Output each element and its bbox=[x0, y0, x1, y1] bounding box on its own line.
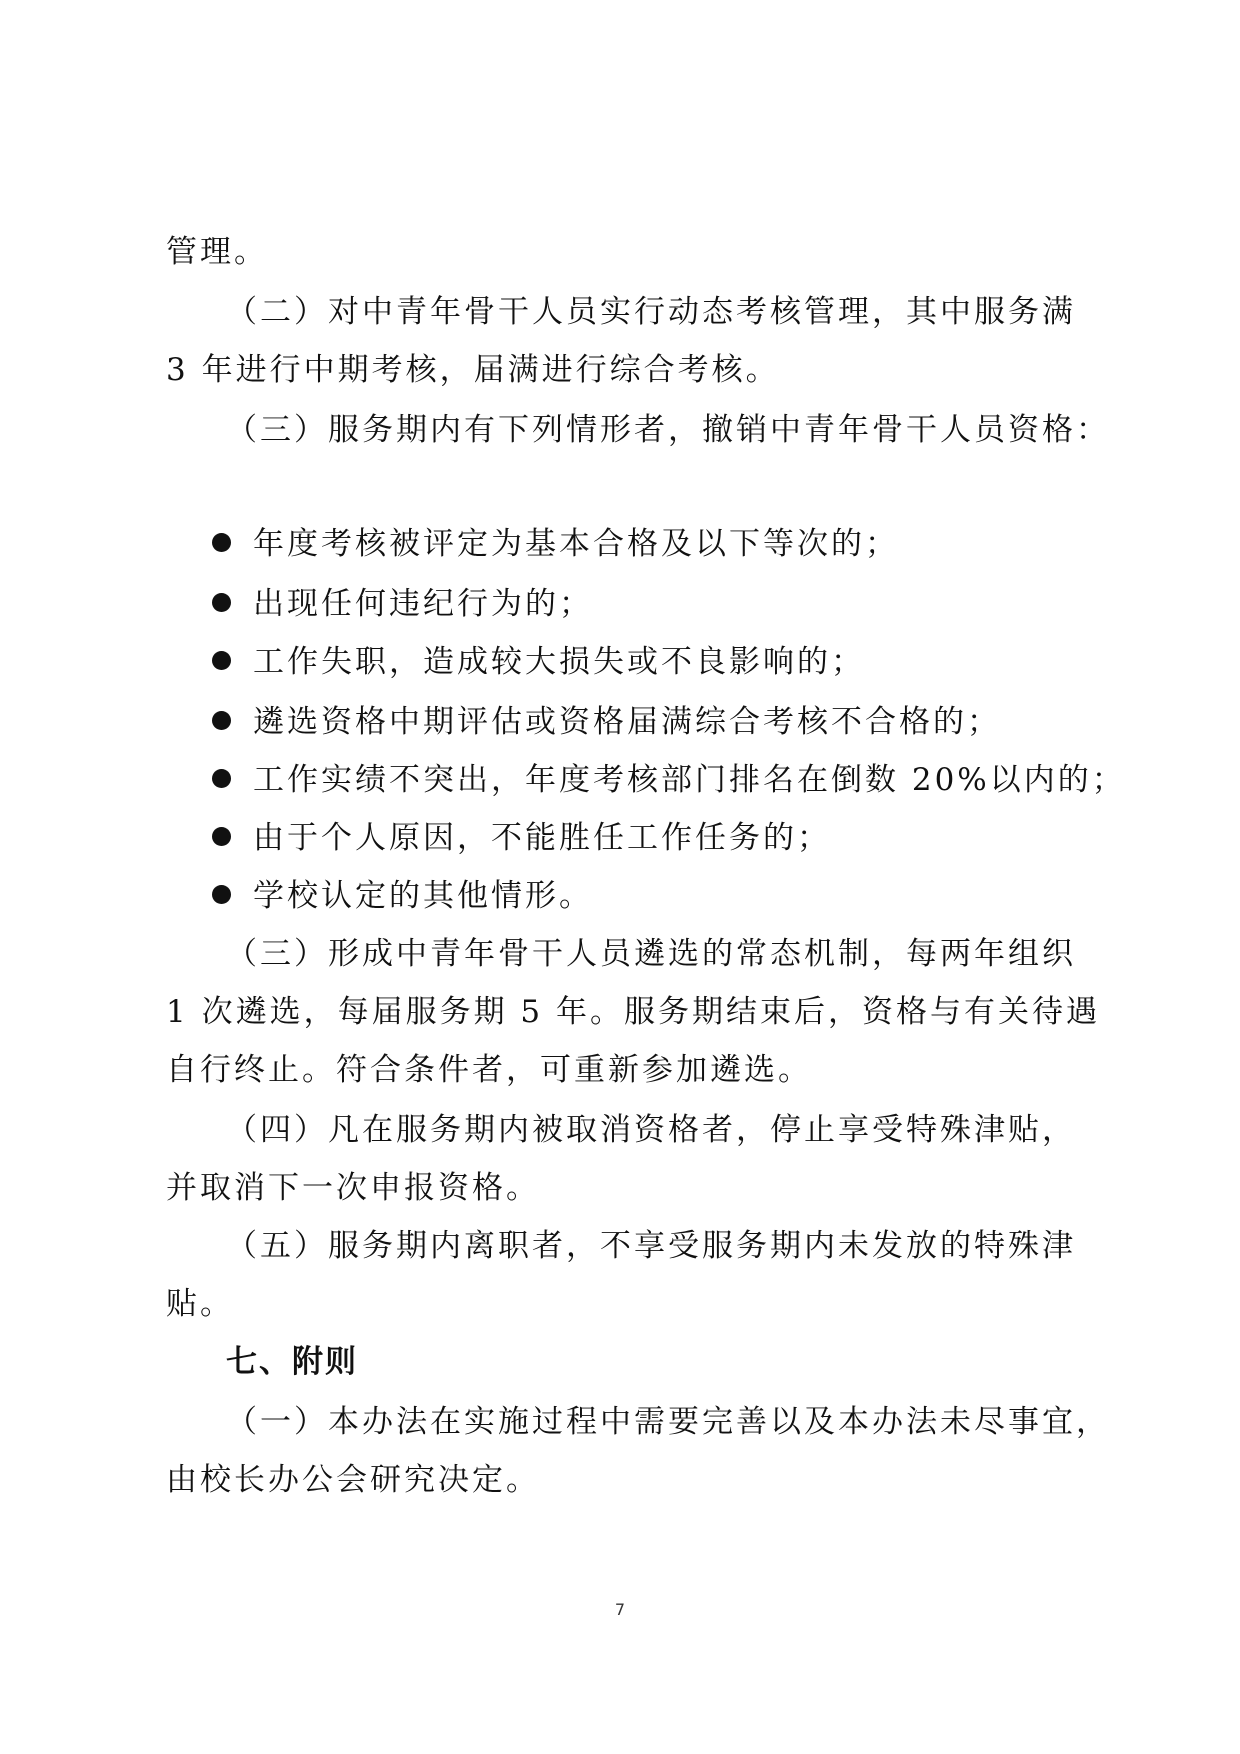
bullet-icon bbox=[212, 593, 231, 612]
section-heading: 七、附则 bbox=[226, 1344, 358, 1380]
text-line: 由校长办公会研究决定。 bbox=[166, 1462, 540, 1498]
list-item-text: 由于个人原因，不能胜任工作任务的； bbox=[253, 820, 831, 856]
bullet-icon bbox=[212, 769, 231, 788]
text-line: 管理。 bbox=[166, 234, 268, 270]
list-item bbox=[212, 876, 593, 916]
text-line: （四）凡在服务期内被取消资格者，停止享受特殊津贴， bbox=[226, 1112, 1076, 1148]
list-item bbox=[212, 524, 899, 564]
list-item bbox=[212, 642, 865, 682]
list-item bbox=[212, 760, 1126, 800]
text-line: 贴。 bbox=[166, 1286, 234, 1322]
bullet-icon bbox=[212, 651, 231, 670]
bullet-icon bbox=[212, 885, 231, 904]
list-item-text: 遴选资格中期评估或资格届满综合考核不合格的； bbox=[253, 704, 1001, 740]
text-line: （五）服务期内离职者，不享受服务期内未发放的特殊津 bbox=[226, 1228, 1076, 1264]
list-item-text: 年度考核被评定为基本合格及以下等次的； bbox=[253, 526, 899, 562]
list-item bbox=[212, 818, 831, 858]
text-line: （一）本办法在实施过程中需要完善以及本办法未尽事宜， bbox=[226, 1404, 1110, 1440]
list-item-text: 工作失职，造成较大损失或不良影响的； bbox=[253, 644, 865, 680]
text-line: 自行终止。符合条件者，可重新参加遴选。 bbox=[166, 1052, 812, 1088]
text-line: （三）服务期内有下列情形者，撤销中青年骨干人员资格： bbox=[226, 412, 1110, 448]
list-item-text: 出现任何违纪行为的； bbox=[253, 586, 593, 622]
text-line: 并取消下一次申报资格。 bbox=[166, 1170, 540, 1206]
text-line: 3 年进行中期考核，届满进行综合考核。 bbox=[166, 352, 780, 388]
list-item bbox=[212, 702, 1001, 742]
text-line: （二）对中青年骨干人员实行动态考核管理，其中服务满 bbox=[226, 294, 1076, 330]
bullet-icon bbox=[212, 827, 231, 846]
text-line: （三）形成中青年骨干人员遴选的常态机制，每两年组织 bbox=[226, 936, 1076, 972]
bullet-icon bbox=[212, 711, 231, 730]
list-item-text: 学校认定的其他情形。 bbox=[253, 878, 593, 914]
list-item-text: 工作实绩不突出，年度考核部门排名在倒数 20%以内的； bbox=[253, 762, 1126, 798]
text-line: 1 次遴选，每届服务期 5 年。服务期结束后，资格与有关待遇 bbox=[166, 994, 1101, 1030]
page-number: 7 bbox=[614, 1600, 626, 1619]
bullet-icon bbox=[212, 533, 231, 552]
list-item bbox=[212, 584, 593, 624]
